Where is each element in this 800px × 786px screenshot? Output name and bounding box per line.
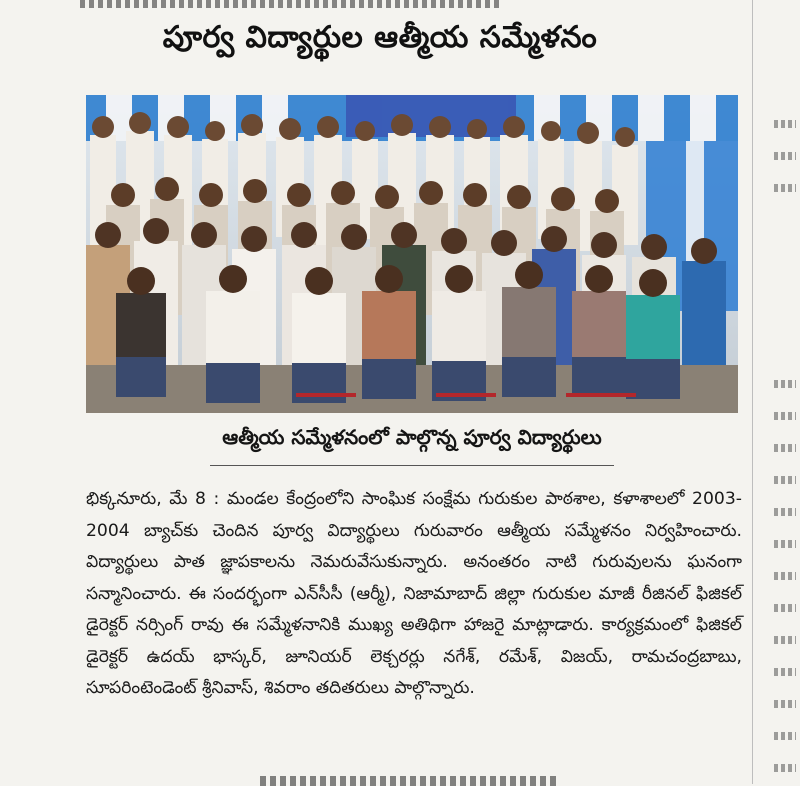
caption-divider <box>210 465 614 466</box>
group-photo-image <box>86 95 738 413</box>
article-body <box>86 484 742 705</box>
group-photo <box>86 95 738 413</box>
column-divider <box>752 0 753 784</box>
article-paragraph: భిక్కనూరు, మే 8 : మండల కేంద్రంలోని సాంఘిక సంక్షేమ గురుకుల పాఠశాల, కళాశాలలో 2003-2004 బ్యాచ్‌కు చెందిన పూర్వ విద్యార్థులు గురువారం ఆత్మీయ సమ్మేళనం నిర్వహించారు. విద్యార్థులు పాత జ్ఞాపకాలను నెమరువేసుకున్నారు. అనంతరం నాటి గురువులను ఘనంగా సన్మానించారు. ఈ సందర్భంగా ఎన్‌సీసీ (ఆర్మీ), నిజామాబాద్ జిల్లా గురుకుల మాజీ రీజినల్ ఫిజికల్ డైరెక్టర్ నర్సింగ్ రావు ఈ సమ్మేళనానికి ముఖ్య అతిథిగా హాజరై మాట్లాడారు. కార్యక్రమంలో ఫిజికల్ డైరెక్టర్ ఉదయ్ భాస్కర్, జూనియర్ లెక్చరర్లు నగేశ్, రమేశ్, విజయ్, రామచంద్రబాబు, సూపరింటెండెంట్ శ్రీనివాస్, శివరాం తదితరులు పాల్గొన్నారు. <box>86 489 743 698</box>
photo-caption: ఆత్మీయ సమ్మేళనంలో పాల్గొన్న పూర్వ విద్యార్థులు <box>222 425 602 449</box>
headline: పూర్వ విద్యార్థుల ఆత్మీయ సమ్మేళనం <box>162 20 598 55</box>
cropped-previous-text <box>80 0 500 8</box>
adjacent-column-cropped <box>768 0 800 784</box>
cropped-next-text <box>260 776 560 786</box>
